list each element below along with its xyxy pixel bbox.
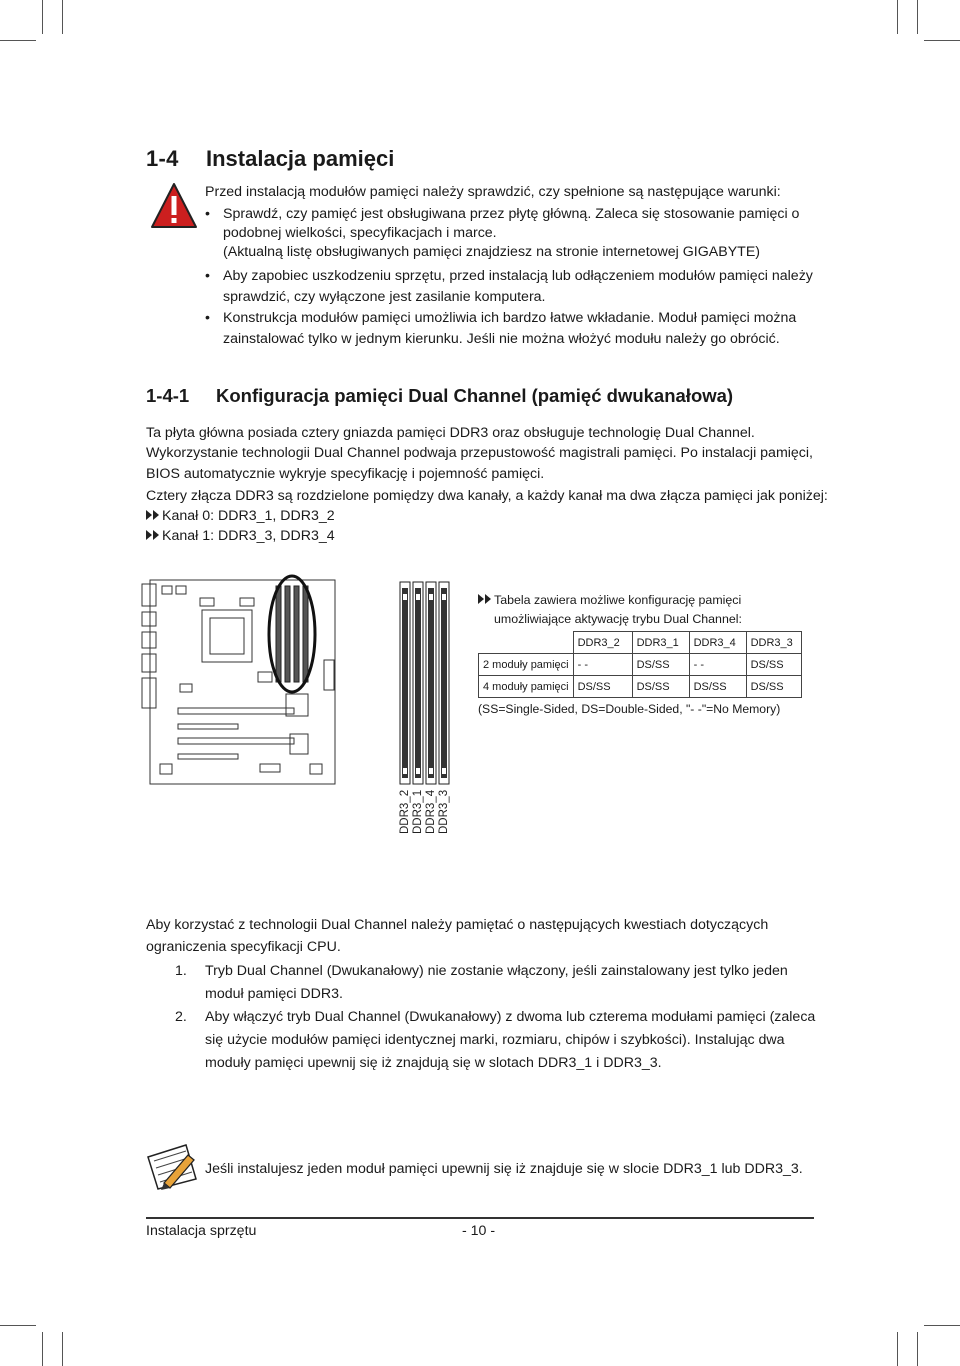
- table-cell: - -: [573, 654, 632, 676]
- body-line: Wykorzystanie technologii Dual Channel podwaja przepustowość magistrali pamięci. Po instalacji pamięci,: [146, 445, 813, 461]
- table-legend: (SS=Single-Sided, DS=Double-Sided, "- -"=No Memory): [478, 702, 781, 716]
- body-line: Cztery złącza DDR3 są rozdzielone pomiędzy dwa kanały, a każdy kanał ma dwa złącza pamięci jak poniżej:: [146, 488, 828, 504]
- channel-item: [146, 507, 335, 526]
- note-pencil-icon: [146, 1143, 198, 1191]
- dual-intro-line: Aby korzystać z technologii Dual Channel należy pamiętać o następujących kwestiach dotyczących: [146, 917, 769, 933]
- double-arrow-icon: [146, 529, 160, 541]
- crop-mark: [924, 40, 960, 41]
- slot-label: DDR3_1: [412, 789, 424, 834]
- crop-mark: [0, 40, 36, 41]
- dimm-slot-diagram: [398, 580, 454, 786]
- table-header-cell: [479, 632, 574, 654]
- list-item: podobnej wielkości, specyfikacjach i marce.: [223, 225, 497, 241]
- bullet-marker: •: [205, 206, 210, 222]
- list-item: moduły pamięci upewnij się iż znajdują się w slotach DDR3_1 i DDR3_3.: [205, 1055, 662, 1071]
- table-header-cell: DDR3_3: [746, 632, 801, 654]
- channel-item: [146, 527, 335, 546]
- subsection-title: Konfiguracja pamięci Dual Channel (pamięć dwukanałowa): [216, 385, 734, 406]
- slot-label: DDR3_4: [425, 789, 437, 834]
- motherboard-diagram: [140, 574, 340, 786]
- bullet-marker: •: [205, 310, 210, 326]
- list-item: zainstalować tylko w jednym kierunku. Jeśli nie można włożyć modułu należy go obrócić.: [223, 331, 780, 347]
- caption-line: umożliwiające aktywację trybu Dual Channel:: [494, 612, 742, 626]
- double-arrow-icon: [146, 509, 160, 521]
- table-row: [479, 654, 802, 676]
- table-cell: 2 moduły pamięci: [479, 654, 574, 676]
- crop-mark: [42, 1332, 43, 1366]
- crop-mark: [917, 0, 918, 34]
- table-cell: 4 moduły pamięci: [479, 676, 574, 698]
- section-title: Instalacja pamięci: [206, 146, 395, 171]
- memory-config-table: [478, 631, 802, 698]
- bullet-marker: •: [205, 268, 210, 284]
- list-item: moduł pamięci DDR3.: [205, 986, 343, 1002]
- crop-mark: [0, 1325, 36, 1326]
- list-item: się użycie modułów pamięci identycznej marki, rozmiaru, chipów i szybkości). Instalując dwa: [205, 1032, 785, 1048]
- section-number: 1-4: [146, 146, 179, 171]
- table-cell: DS/SS: [632, 654, 689, 676]
- subsection-number: 1-4-1: [146, 385, 190, 406]
- list-item: Aby zapobiec uszkodzeniu sprzętu, przed instalacją lub odłączeniem modułów pamięci należy: [223, 268, 813, 284]
- list-item: sprawdzić, czy wyłączone jest zasilanie komputera.: [223, 289, 546, 305]
- table-caption: [478, 591, 741, 610]
- crop-mark: [924, 1325, 960, 1326]
- list-item: Konstrukcja modułów pamięci umożliwia ich bardzo łatwe wkładanie. Moduł pamięci można: [223, 310, 797, 326]
- body-line: BIOS automatycznie wykryje specyfikację i pojemność pamięci.: [146, 466, 545, 482]
- crop-mark: [62, 1332, 63, 1366]
- table-header-cell: DDR3_1: [632, 632, 689, 654]
- slot-label: DDR3_2: [399, 789, 411, 834]
- table-header-cell: DDR3_4: [689, 632, 746, 654]
- crop-mark: [897, 0, 898, 34]
- list-item: Sprawdź, czy pamięć jest obsługiwana przez płytę główną. Zaleca się stosowanie pamięci o: [223, 206, 800, 222]
- footer-rule: [146, 1217, 814, 1219]
- table-header-cell: DDR3_2: [573, 632, 632, 654]
- channel-label: Kanał 1: DDR3_3, DDR3_4: [162, 528, 335, 544]
- note-text: Jeśli instalujesz jeden moduł pamięci upewnij się iż znajduje się w slocie DDR3_1 lub DDR3_3.: [205, 1161, 803, 1177]
- crop-mark: [897, 1332, 898, 1366]
- warning-intro: Przed instalacją modułów pamięci należy sprawdzić, czy spełnione są następujące warunki:: [205, 184, 781, 200]
- page-number: - 10 -: [462, 1223, 496, 1239]
- table-cell: - -: [689, 654, 746, 676]
- list-item: Tryb Dual Channel (Dwukanałowy) nie zostanie włączony, jeśli zainstalowany jest tylko jeden: [205, 963, 788, 979]
- slot-label: DDR3_3: [438, 789, 450, 834]
- crop-mark: [42, 0, 43, 34]
- table-cell: DS/SS: [746, 654, 801, 676]
- body-line: Ta płyta główna posiada cztery gniazda pamięci DDR3 oraz obsługuje technologię Dual Channel.: [146, 425, 755, 441]
- crop-mark: [62, 0, 63, 34]
- table-cell: DS/SS: [746, 676, 801, 698]
- warning-icon: [150, 182, 198, 230]
- table-row: [479, 676, 802, 698]
- table-cell: DS/SS: [573, 676, 632, 698]
- list-number: 2.: [175, 1009, 187, 1025]
- table-cell: DS/SS: [632, 676, 689, 698]
- double-arrow-icon: [478, 593, 492, 605]
- table-cell: DS/SS: [689, 676, 746, 698]
- list-item: Aby włączyć tryb Dual Channel (Dwukanałowy) z dwoma lub czterema modułami pamięci (zaleca: [205, 1009, 816, 1025]
- list-number: 1.: [175, 963, 187, 979]
- channel-label: Kanał 0: DDR3_1, DDR3_2: [162, 508, 335, 524]
- crop-mark: [917, 1332, 918, 1366]
- table-header-row: [479, 632, 802, 654]
- caption-line: Tabela zawiera możliwe konfigurację pamięci: [494, 593, 742, 607]
- slot-labels: [396, 788, 456, 836]
- dual-intro-line: ograniczenia specyfikacji CPU.: [146, 939, 341, 955]
- list-item: (Aktualną listę obsługiwanych pamięci znajdziesz na stronie internetowej GIGABYTE): [223, 244, 761, 260]
- footer-section: Instalacja sprzętu: [146, 1223, 257, 1239]
